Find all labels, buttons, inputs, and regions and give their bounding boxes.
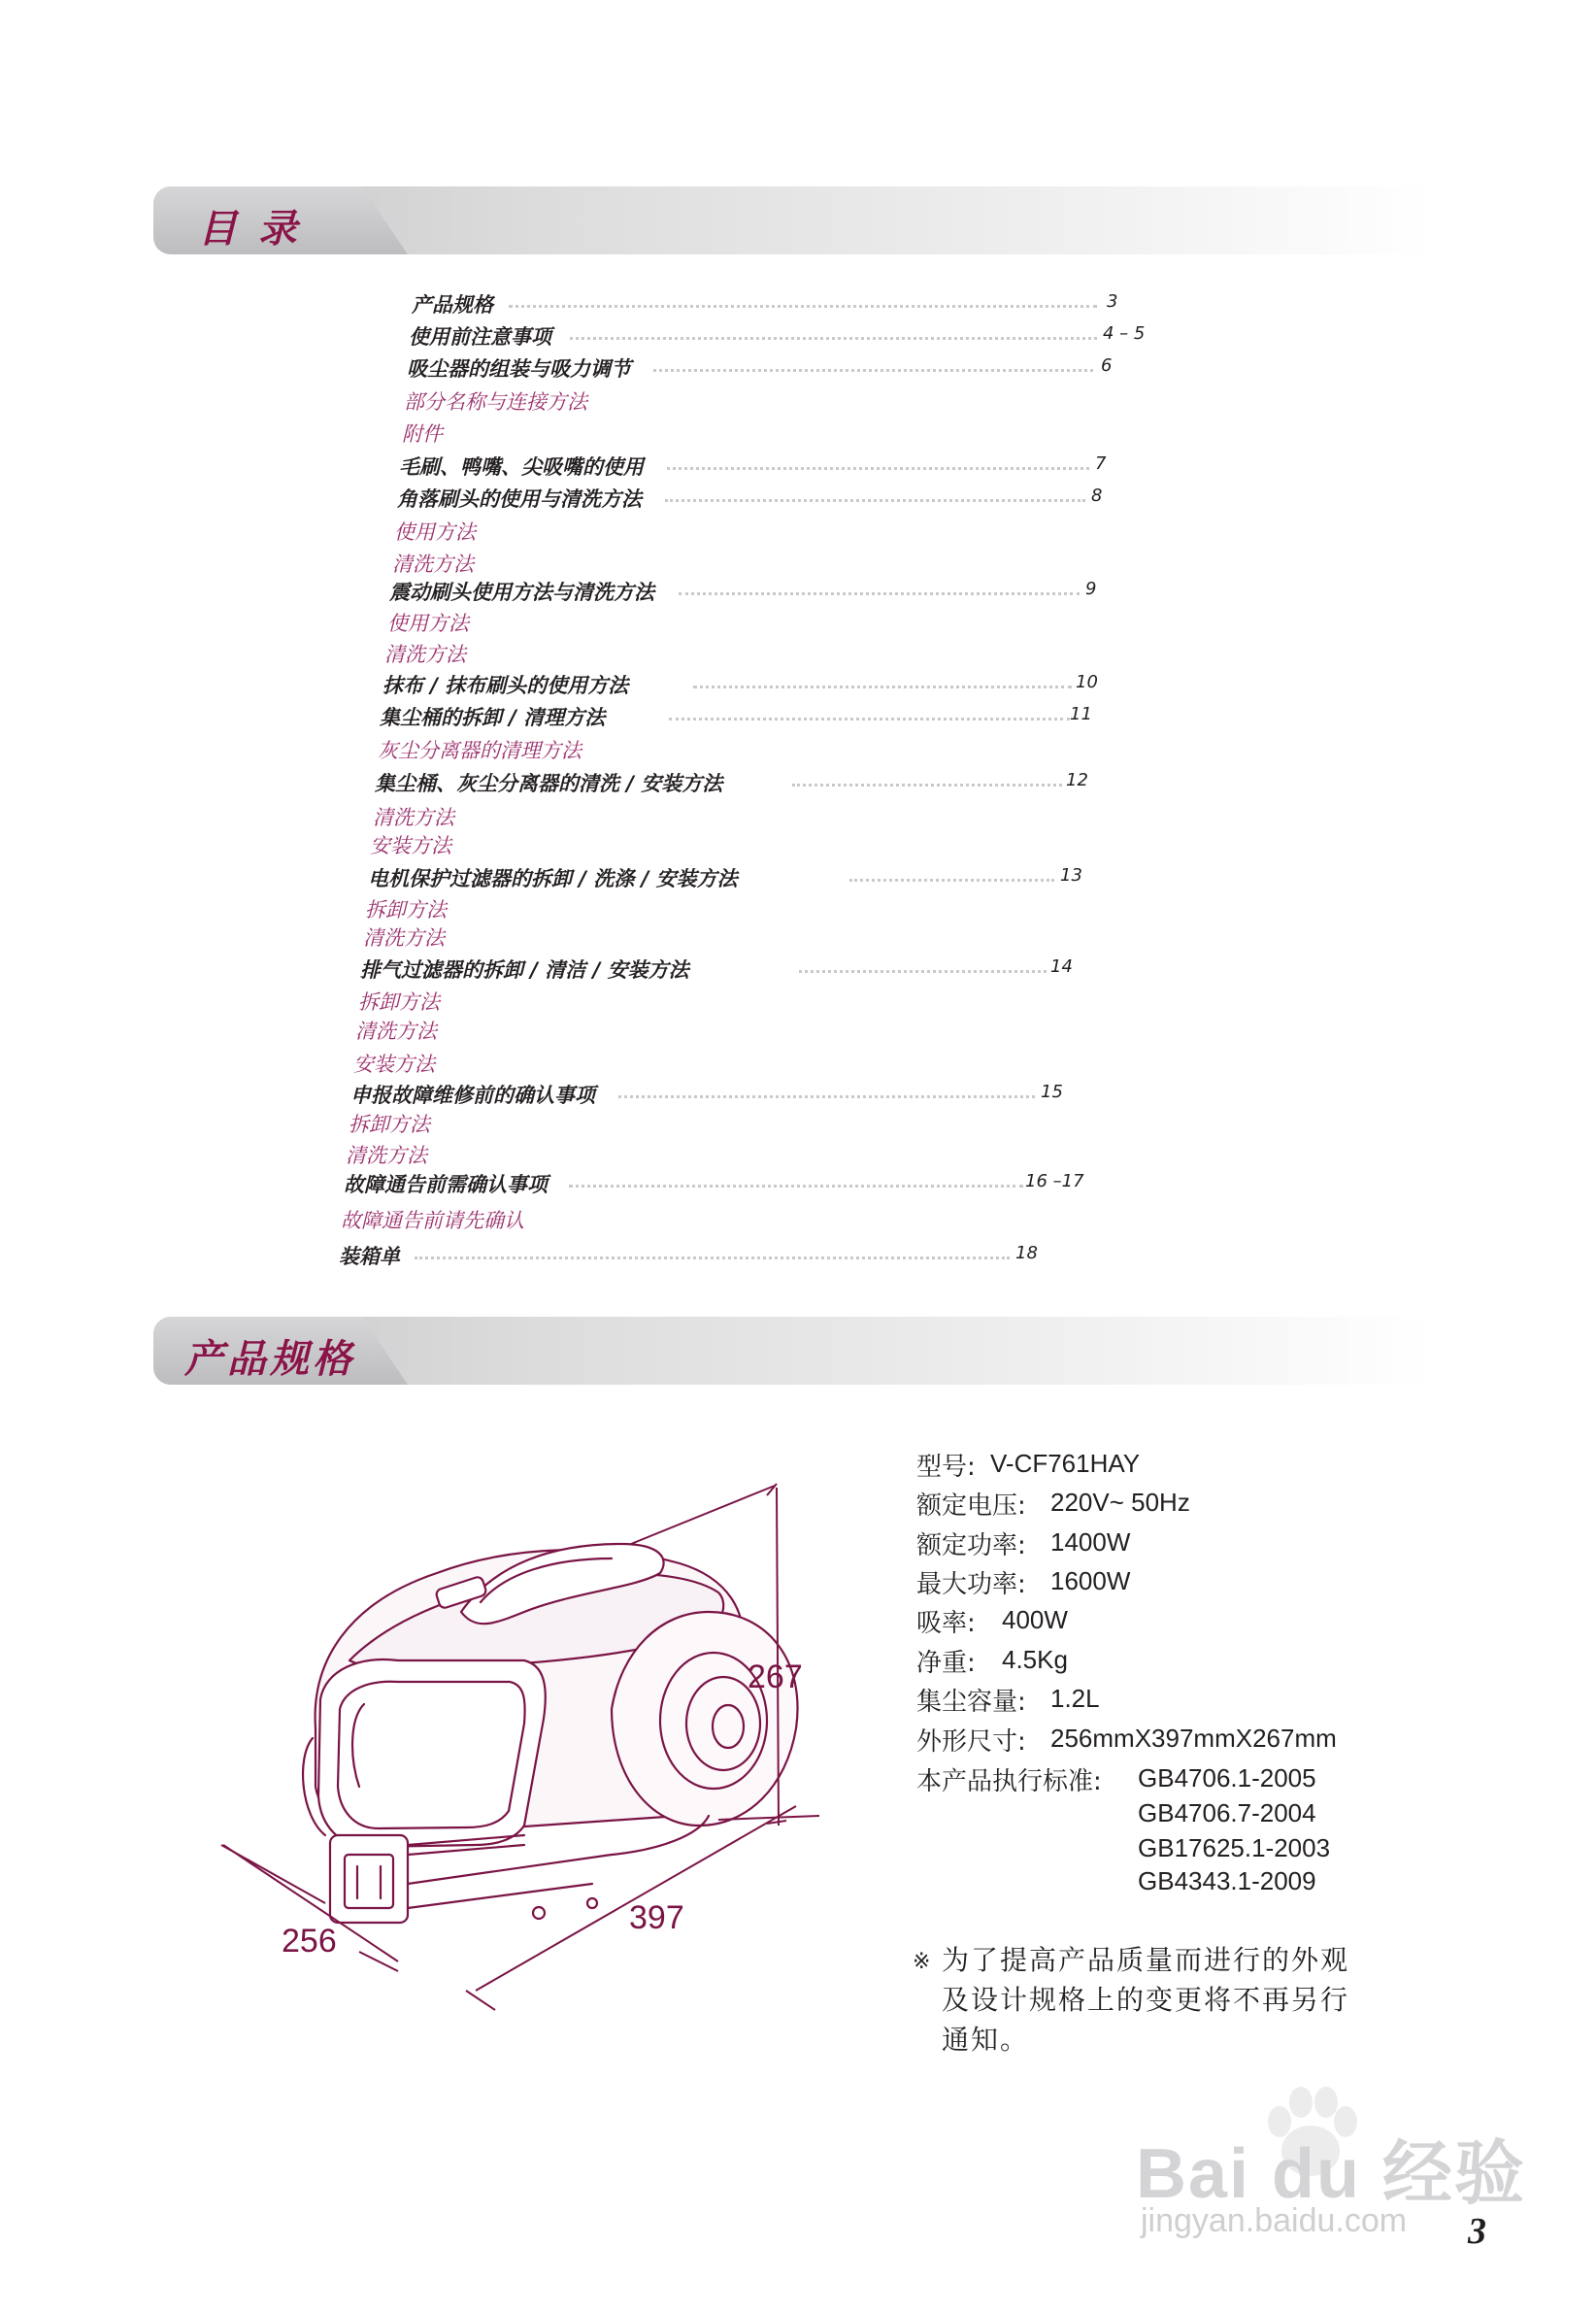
spec-label: 额定电压: [916, 1491, 1026, 1521]
toc-item[interactable] [341, 1205, 1165, 1234]
toc-item[interactable] [378, 735, 1165, 764]
toc-item[interactable] [349, 1109, 1165, 1138]
spec-value: 1600W [1050, 1566, 1131, 1595]
toc-item-label: 灰尘分离器的清理方法 [378, 739, 582, 762]
dimension-width: 256 [282, 1923, 337, 1960]
dimension-height: 267 [748, 1659, 803, 1695]
toc-item[interactable] [373, 802, 1165, 831]
toc-item-page: 18 [1015, 1243, 1038, 1263]
toc-item-label: 产品规格 [412, 293, 493, 317]
toc-item-page: 10 [1076, 672, 1098, 692]
toc-item-page: 16 –17 [1025, 1171, 1084, 1191]
toc-leader-dots [679, 592, 1080, 595]
spec-row [916, 1643, 1460, 1678]
toc-item-label: 排气过滤器的拆卸 / 清洁 / 安装方法 [360, 958, 689, 982]
toc-leader-dots [618, 1095, 1035, 1098]
toc-item-label: 使用方法 [387, 612, 469, 635]
toc-item[interactable] [380, 702, 1165, 731]
toc-item-label: 清洗方法 [363, 926, 445, 950]
spec-value: V-CF761HAY [990, 1449, 1141, 1478]
toc-item-page: 11 [1070, 704, 1092, 724]
toc-item-label: 震动刷头使用方法与清洗方法 [389, 581, 654, 604]
toc-item[interactable] [368, 863, 1165, 892]
toc-item-label: 故障通告前需确认事项 [344, 1173, 548, 1196]
toc-item-label: 拆卸方法 [349, 1113, 430, 1136]
toc-item-label: 拆卸方法 [358, 990, 440, 1014]
toc-leader-dots [653, 369, 1093, 372]
dimension-length: 397 [629, 1899, 684, 1936]
toc-item-page: 14 [1050, 956, 1073, 977]
toc-item-label: 安装方法 [370, 834, 451, 857]
toc-item-page: 8 [1091, 486, 1103, 506]
toc-item[interactable] [358, 987, 1165, 1016]
toc-item[interactable] [394, 517, 1165, 546]
toc-item[interactable] [402, 419, 1165, 448]
toc-item[interactable] [375, 768, 1165, 797]
toc-item-page: 15 [1041, 1082, 1063, 1102]
spec-row [916, 1603, 1460, 1638]
spec-label: 净重: [916, 1649, 976, 1678]
toc-item-page: 12 [1066, 770, 1088, 790]
toc-item-page: 7 [1095, 453, 1107, 474]
spec-row [916, 1486, 1460, 1521]
toc-item[interactable] [346, 1140, 1165, 1169]
toc-item-label: 申报故障维修前的确认事项 [350, 1084, 595, 1107]
spec-row [916, 1722, 1460, 1757]
toc-item-label: 清洗方法 [346, 1144, 427, 1167]
toc-item-label: 拆卸方法 [365, 898, 447, 921]
toc-item-label: 集尘桶的拆卸 / 清理方法 [380, 706, 606, 729]
toc-item-page: 9 [1085, 579, 1097, 599]
spec-row [916, 1525, 1460, 1560]
toc-item-label: 使用方法 [394, 520, 476, 544]
toc-item[interactable] [397, 484, 1165, 513]
toc-item[interactable] [384, 639, 1165, 668]
toc-leader-dots [849, 879, 1054, 882]
toc-item[interactable] [350, 1080, 1165, 1109]
spec-label: 额定功率: [916, 1531, 1026, 1560]
page-number: 3 [1468, 2211, 1486, 2252]
spec-row [916, 1564, 1460, 1599]
spec-value: 220V~ 50Hz [1050, 1488, 1190, 1517]
toc-item-label: 清洗方法 [373, 806, 454, 829]
toc-item-label: 吸尘器的组装与吸力调节 [407, 357, 631, 381]
toc-item[interactable] [392, 549, 1165, 578]
note-line-2: 及设计规格上的变更将不再另行 [942, 1984, 1350, 2016]
toc-leader-dots [799, 970, 1047, 973]
spec-row [916, 1864, 1460, 1899]
toc-leader-dots [509, 305, 1097, 308]
spec-value: 400W [1002, 1605, 1068, 1634]
spec-row [916, 1796, 1460, 1831]
toc-item[interactable] [365, 894, 1165, 923]
toc-item[interactable] [399, 452, 1165, 481]
spec-row [916, 1682, 1460, 1717]
toc-item[interactable] [360, 955, 1165, 984]
toc-item[interactable] [370, 830, 1165, 859]
toc-title: 目 录 [198, 207, 301, 251]
toc-item-page: 4 – 5 [1103, 323, 1146, 344]
toc-leader-dots [792, 784, 1062, 787]
toc-item[interactable] [387, 608, 1165, 637]
spec-value: 1400W [1050, 1527, 1131, 1557]
toc-item-page: 13 [1060, 865, 1082, 886]
toc-item[interactable] [412, 289, 1165, 318]
toc-item-label: 附件 [402, 422, 443, 446]
toc-item-label: 清洗方法 [355, 1020, 437, 1043]
spec-title: 产品规格 [184, 1337, 355, 1382]
watermark-brand: Bai du 经验 [1136, 2135, 1527, 2213]
spec-label: 最大功率: [916, 1570, 1026, 1599]
spec-value: 4.5Kg [1002, 1645, 1068, 1674]
note-line-3: 通知。 [942, 2024, 1030, 2056]
spec-value: GB4706.1-2005 [1138, 1763, 1316, 1793]
toc-item-label: 使用前注意事项 [409, 325, 551, 349]
toc-leader-dots [693, 686, 1072, 688]
toc-item[interactable] [409, 321, 1165, 351]
toc-item-label: 角落刷头的使用与清洗方法 [397, 487, 642, 511]
spec-value: 256mmX397mmX267mm [1050, 1724, 1337, 1753]
toc-item[interactable] [353, 1049, 1165, 1078]
toc-leader-dots [569, 1185, 1023, 1188]
toc-leader-dots [667, 467, 1089, 470]
toc-item-label: 抹布 / 抹布刷头的使用方法 [382, 674, 629, 697]
spec-value: GB17625.1-2003 [1138, 1833, 1331, 1862]
note-line-1: 为了提高产品质量而进行的外观 [942, 1944, 1350, 1976]
spec-label: 集尘容量: [916, 1688, 1026, 1717]
spec-row [916, 1831, 1460, 1866]
spec-label: 本产品执行标准: [916, 1767, 1102, 1796]
toc-item-label: 集尘桶、灰尘分离器的清洗 / 安装方法 [375, 772, 723, 795]
toc-item-label: 装箱单 [339, 1245, 400, 1268]
spec-row [916, 1761, 1460, 1796]
toc-item[interactable] [382, 670, 1165, 699]
toc-leader-dots [570, 337, 1097, 340]
note-symbol: ※ [913, 1950, 933, 1974]
toc-item-label: 清洗方法 [392, 553, 474, 576]
toc-item[interactable] [363, 922, 1165, 952]
spec-label: 型号: [916, 1453, 976, 1482]
spec-value: 1.2L [1050, 1684, 1100, 1713]
toc-item[interactable] [404, 386, 1165, 416]
toc-leader-dots [665, 499, 1085, 502]
spec-value: GB4343.1-2009 [1138, 1866, 1316, 1895]
toc-item-page: 6 [1101, 355, 1113, 376]
spec-label: 外形尺寸: [916, 1727, 1026, 1757]
spec-label: 吸率: [916, 1609, 976, 1638]
toc-item-label: 故障通告前请先确认 [341, 1209, 524, 1232]
watermark-url: jingyan.baidu.com [1141, 2202, 1408, 2239]
toc-item-label: 安装方法 [353, 1053, 435, 1076]
toc-leader-dots [669, 718, 1070, 720]
toc-item[interactable] [339, 1241, 1165, 1270]
spec-value: GB4706.7-2004 [1138, 1798, 1316, 1827]
toc-item[interactable] [407, 353, 1165, 383]
toc-item-label: 清洗方法 [384, 643, 466, 666]
toc-item[interactable] [355, 1016, 1165, 1045]
toc-item-label: 部分名称与连接方法 [404, 390, 587, 414]
toc-item-label: 电机保护过滤器的拆卸 / 洗涤 / 安装方法 [368, 867, 738, 890]
toc-leader-dots [415, 1257, 1010, 1259]
toc-item[interactable] [389, 577, 1165, 606]
spec-row [916, 1447, 1460, 1482]
toc-item[interactable] [344, 1169, 1165, 1198]
vacuum-cleaner-illustration [204, 1466, 883, 2068]
toc-item-page: 3 [1107, 291, 1118, 312]
toc-item-label: 毛刷、鸭嘴、尖吸嘴的使用 [399, 455, 644, 479]
